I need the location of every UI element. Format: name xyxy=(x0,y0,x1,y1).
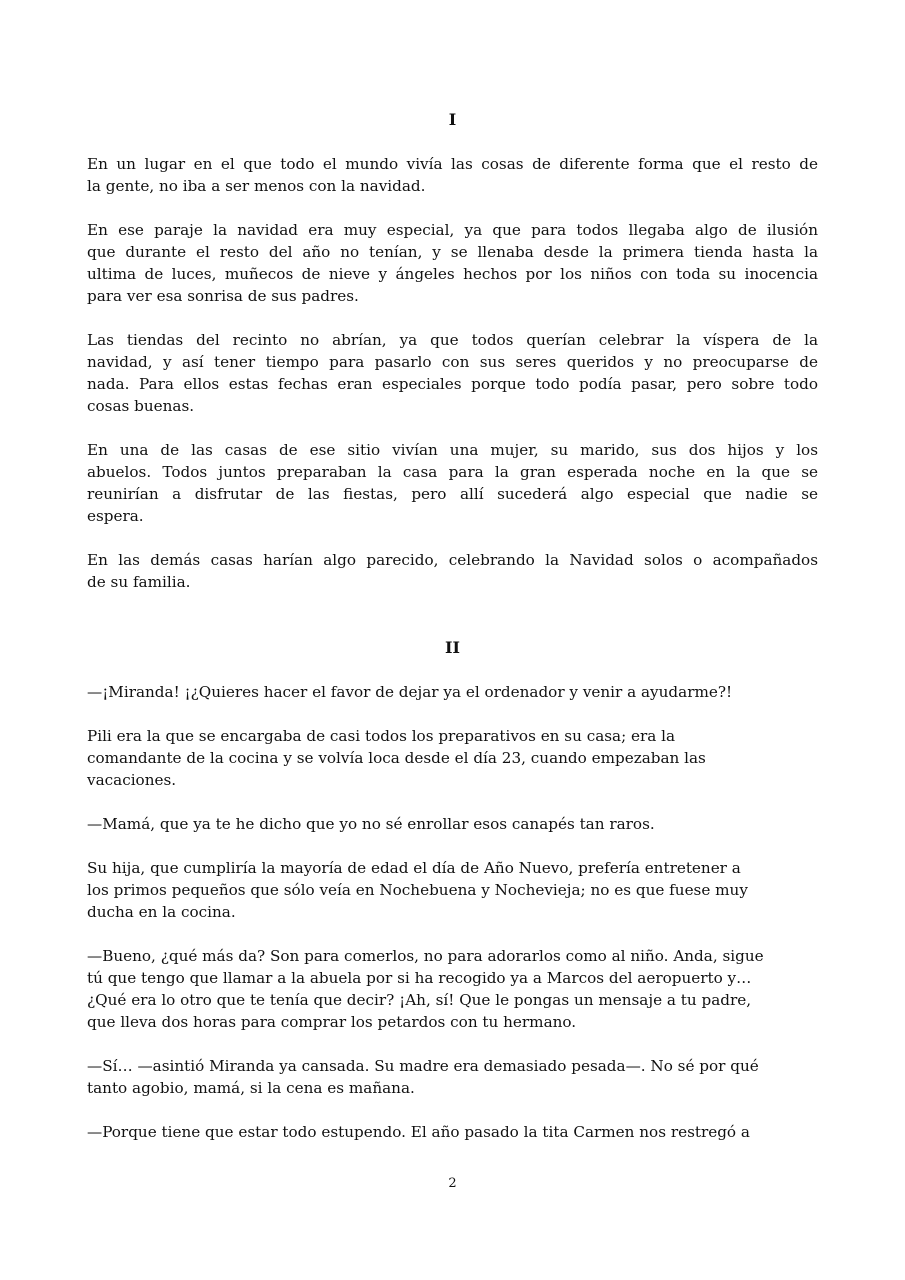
blank-line xyxy=(87,593,818,615)
paragraph-line: que durante el resto del año no tenían, y se llenaba desde la primera tienda hasta la xyxy=(87,243,818,261)
paragraph-line: ultima de luces, muñecos de nieve y ángeles hechos por los niños con toda su inocencia xyxy=(87,265,818,283)
paragraph-line: —¡Miranda! ¡¿Quieres hacer el favor de dejar ya el ordenador y venir a ayudarme?! xyxy=(87,683,733,701)
paragraph-line: —Porque tiene que estar todo estupendo. El año pasado la tita Carmen nos restregó a xyxy=(87,1123,750,1141)
paragraph-line: cosas buenas. xyxy=(87,397,195,415)
blank-line xyxy=(87,1033,818,1055)
paragraph-line: para ver esa sonrisa de sus padres. xyxy=(87,287,359,305)
paragraph-line: ducha en la cocina. xyxy=(87,903,236,921)
paragraph-line: Pili era la que se encargaba de casi todos los preparativos en su casa; era la xyxy=(87,727,676,745)
blank-line xyxy=(87,703,818,725)
section-heading: I xyxy=(448,110,457,129)
page-number: 2 xyxy=(448,1176,457,1191)
paragraph-line: vacaciones. xyxy=(87,771,177,789)
paragraph-line: En una de las casas de ese sitio vivían una mujer, su marido, sus dos hijos y los xyxy=(87,441,818,459)
paragraph-line: tanto agobio, mamá, si la cena es mañana. xyxy=(87,1079,415,1097)
paragraph-line: navidad, y así tener tiempo para pasarlo con sus seres queridos y no preocuparse de xyxy=(87,353,818,371)
blank-line xyxy=(87,197,818,219)
paragraph-line: espera. xyxy=(87,507,144,525)
paragraph-line: —Bueno, ¿qué más da? Son para comerlos, no para adorarlos como al niño. Anda, sigue xyxy=(87,947,764,965)
blank-line xyxy=(87,527,818,549)
section-heading: II xyxy=(445,638,460,657)
blank-line xyxy=(87,659,818,681)
paragraph-line: ¿Qué era lo otro que te tenía que decir? ¡Ah, sí! Que le pongas un mensaje a tu padre, xyxy=(87,991,752,1009)
paragraph-line: nada. Para ellos estas fechas eran especiales porque todo podía pasar, pero sobre todo xyxy=(87,375,818,393)
blank-line xyxy=(87,791,818,813)
blank-line xyxy=(87,131,818,153)
blank-line xyxy=(87,417,818,439)
document-body xyxy=(87,109,818,1143)
paragraph-line: que lleva dos horas para comprar los petardos con tu hermano. xyxy=(87,1013,577,1031)
paragraph-line: —Sí… —asintió Miranda ya cansada. Su madre era demasiado pesada—. No sé por qué xyxy=(87,1057,759,1075)
paragraph-line: Las tiendas del recinto no abrían, ya que todos querían celebrar la víspera de la xyxy=(87,331,818,349)
paragraph-line: En un lugar en el que todo el mundo vivía las cosas de diferente forma que el resto de xyxy=(87,155,818,173)
paragraph-line: reunirían a disfrutar de las fiestas, pero allí sucederá algo especial que nadie se xyxy=(87,485,818,503)
paragraph-line: abuelos. Todos juntos preparaban la casa para la gran esperada noche en la que se xyxy=(87,463,818,481)
paragraph-line: los primos pequeños que sólo veía en Nochebuena y Nochevieja; no es que fuese muy xyxy=(87,881,748,899)
paragraph-line: la gente, no iba a ser menos con la navidad. xyxy=(87,177,426,195)
blank-line xyxy=(87,1099,818,1121)
blank-line xyxy=(87,923,818,945)
blank-line xyxy=(87,307,818,329)
paragraph-line: —Mamá, que ya te he dicho que yo no sé enrollar esos canapés tan raros. xyxy=(87,815,655,833)
blank-line xyxy=(87,835,818,857)
paragraph-line: En ese paraje la navidad era muy especial, ya que para todos llegaba algo de ilusión xyxy=(87,221,818,239)
paragraph-line: tú que tengo que llamar a la abuela por si ha recogido ya a Marcos del aeropuerto y… xyxy=(87,969,752,987)
blank-line xyxy=(87,615,818,637)
paragraph-line: comandante de la cocina y se volvía loca desde el día 23, cuando empezaban las xyxy=(87,749,706,767)
paragraph-line: Su hija, que cumpliría la mayoría de edad el día de Año Nuevo, prefería entretener a xyxy=(87,859,741,877)
paragraph-line: de su familia. xyxy=(87,573,191,591)
paragraph-line: En las demás casas harían algo parecido, celebrando la Navidad solos o acompañados xyxy=(87,551,818,569)
